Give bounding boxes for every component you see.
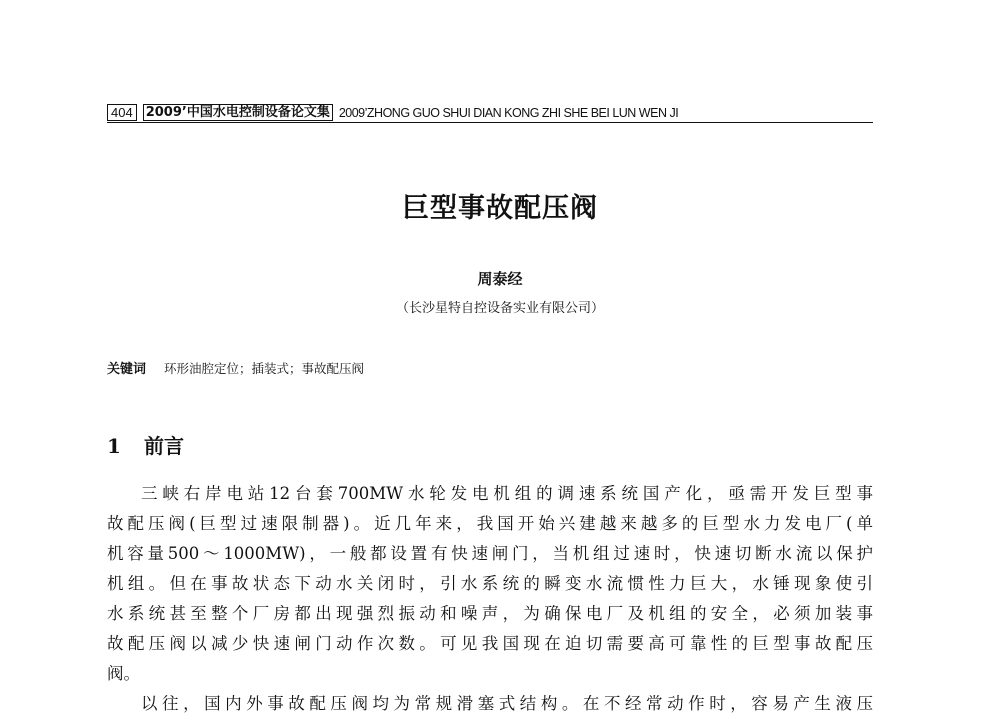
body-line: 机组。但在事故状态下动水关闭时，引水系统的瞬变水流惯性力巨大，水锤现象使引 xyxy=(107,574,873,593)
body-line: 故配压阀(巨型过速限制器)。近几年来，我国开始兴建越来越多的巨型水力发电厂(单 xyxy=(107,514,873,533)
body-line: 机容量500～1000MW)，一般都设置有快速闸门，当机组过速时，快速切断水流以保护 xyxy=(107,544,873,563)
author-name: 周泰经 xyxy=(477,270,523,288)
running-header xyxy=(107,100,873,123)
keywords-value: 环形油腔定位；插装式；事故配压阀 xyxy=(164,361,365,376)
author-affiliation: （长沙星特自控设备实业有限公司） xyxy=(395,301,604,316)
paper-title: 巨型事故配压阀 xyxy=(402,193,598,224)
keywords-label: 关键词 xyxy=(107,362,147,377)
body-line: 故配压阀以减少快速闸门动作次数。可见我国现在迫切需要高可靠性的巨型事故配压 xyxy=(107,634,873,653)
section-number: 1 xyxy=(107,434,121,458)
journal-title-en: 2009’ZHONG GUO SHUI DIAN KONG ZHI SHE BEI LUN WEN JI xyxy=(338,106,679,120)
body-line: 以往，国内外事故配压阀均为常规滑塞式结构。在不经常动作时，容易产生液压 xyxy=(141,694,873,713)
keywords xyxy=(107,358,364,377)
journal-title-cn: 2009’中国水电控制设备论文集 xyxy=(143,104,333,121)
body-line: 阀。 xyxy=(107,664,140,683)
section-heading xyxy=(107,430,184,459)
body-line: 水系统甚至整个厂房都出现强烈振动和噪声，为确保电厂及机组的安全，必须加装事 xyxy=(107,604,873,623)
section-title: 前言 xyxy=(143,434,184,458)
page-number: 404 xyxy=(107,104,137,121)
body-line: 三峡右岸电站12台套700MW水轮发电机组的调速系统国产化，亟需开发巨型事 xyxy=(141,484,873,503)
